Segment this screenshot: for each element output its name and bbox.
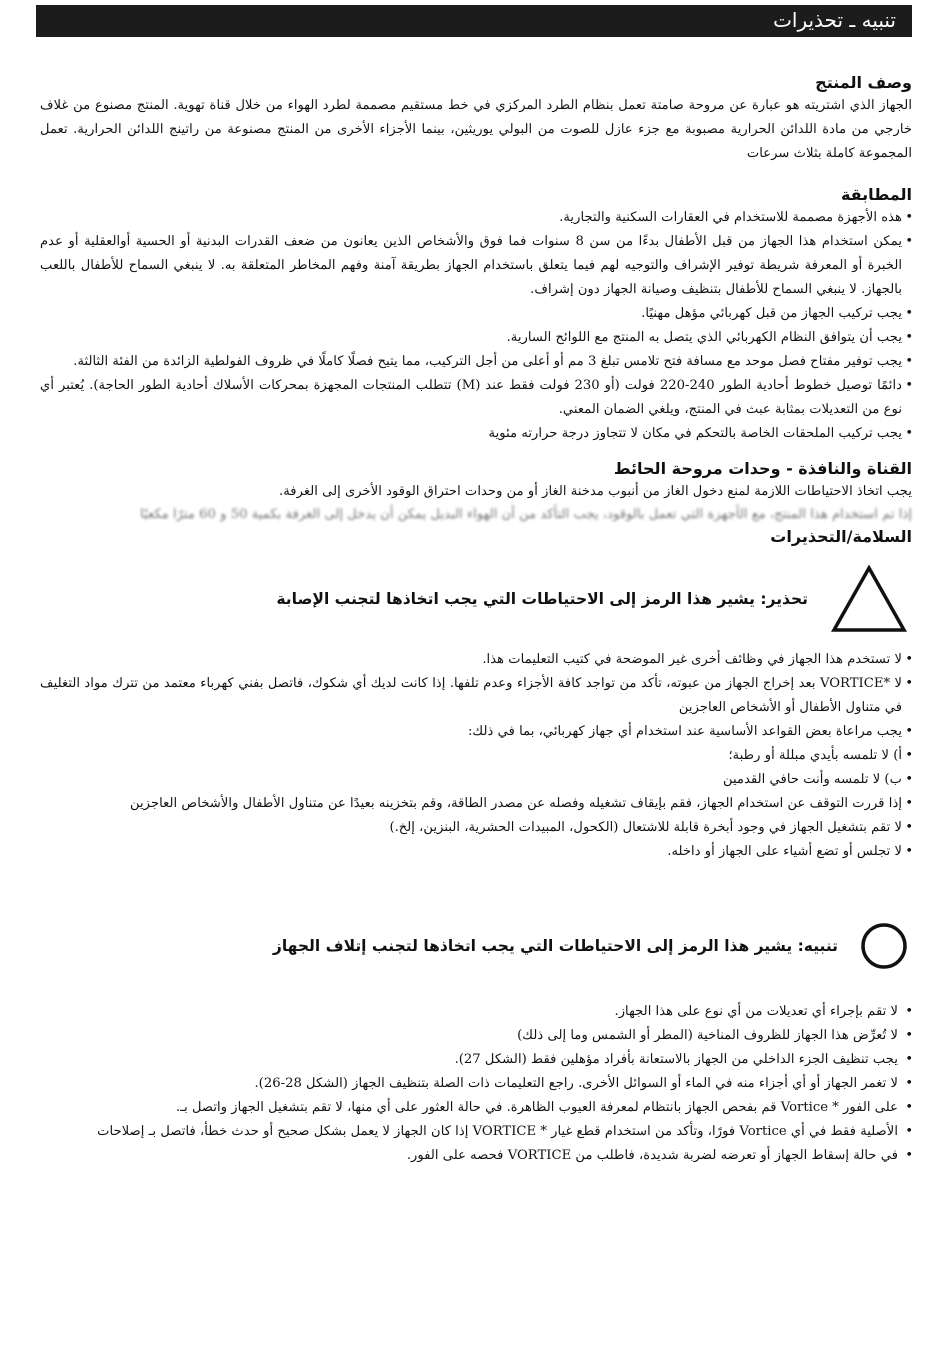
list-item: • لا تُعرِّض هذا الجهاز للظروف المناخية (المطر أو الشمس وما إلى ذلك) xyxy=(40,1024,912,1048)
conformity-list xyxy=(40,206,912,446)
list-item: • يجب تركيب الملحقات الخاصة بالتحكم في مكان لا تتجاوز درجة حرارته مئوية xyxy=(40,422,912,446)
list-item: • لا تقم بإجراء أي تعديلات من أي نوع على هذا الجهاز. xyxy=(40,1000,912,1024)
caution-text: تنبيه: يشير هذا الرمز إلى الاحتياطات التي يجب اتخاذها لتجنب إتلاف الجهاز xyxy=(272,937,838,955)
list-item: • في حالة إسقاط الجهاز أو تعرضه لضربة شديدة، فاطلب من VORTICE فحصه على الفور. xyxy=(40,1144,912,1168)
list-item: • يمكن استخدام هذا الجهاز من قبل الأطفال بدءًا من سن 8 سنوات فما فوق والأشخاص الذين يعانون من ضعف القدرات البدنية أو الحسية أوالعقلية أو عدم الخبرة أو المعرفة شريطة توفير الإشراف والتوجيه لهم فيما يتعلق باستخدام الجهاز بطريقة آمنة وفهم المخاطر المتعلقة به. لا ينبغي السماح للأطفال باللعب بالجهاز. لا ينبغي السماح للأطفال بتنظيف وصيانة الجهاز دون إشراف. xyxy=(40,230,912,302)
caution-circle-icon xyxy=(860,922,908,970)
list-item: • يجب تنظيف الجزء الداخلي من الجهاز بالاستعانة بأفراد مؤهلين فقط (الشكل 27). xyxy=(40,1048,912,1072)
description-heading: وصف المنتج xyxy=(815,73,912,92)
list-item: • لا تستخدم هذا الجهاز في وظائف أخرى غير الموضحة في كتيب التعليمات هذا. xyxy=(40,648,912,672)
caution-row xyxy=(40,922,912,970)
description-paragraph: الجهاز الذي اشتريته هو عبارة عن مروحة صامتة تعمل بنظام الطرد المركزي في خط مستقيم مصممة لطرد الهواء من خلال قناة تهوية. المنتج مصنوع من غلاف خارجي من مادة اللدائن الحرارية مصبوبة مع جزء عازل للصوت من البولي يوريثين، بينما الأجزاء الأخرى من المنتج مصنوعة من راتينج اللدائن الحرارية. تعمل المجموعة كاملة بثلاث سرعات xyxy=(40,98,912,161)
warning-triangle-icon xyxy=(830,564,908,634)
list-item: • إذا قررت التوقف عن استخدام الجهاز، فقم بإيقاف تشغيله وفصله عن مصدر الطاقة، وقم بتخزينه بعيدًا عن متناول الأطفال والأشخاص العاجزين xyxy=(40,792,912,816)
blurred-text-line: إذا تم استخدام هذا المنتج، مع الأجهزة التي تعمل بالوقود، يجب التأكد من أن الهواء البديل يمكن أن يدخل إلى الغرفة بكمية 50 و 60 مترًا مكعبًا xyxy=(140,507,912,522)
header-bar xyxy=(36,5,912,37)
conformity-heading: المطابقة xyxy=(840,185,912,204)
list-item: • يجب تركيب الجهاز من قبل كهربائي مؤهل مهنيًا. xyxy=(40,302,912,326)
list-item: • ب) لا تلمسه وأنت حافي القدمين xyxy=(40,768,912,792)
list-item: • لا تقم بتشغيل الجهاز في وجود أبخرة قابلة للاشتعال (الكحول، المبيدات الحشرية، البنزين، إلخ.) xyxy=(40,816,912,840)
list-item: • لا تغمر الجهاز أو أي أجزاء منه في الماء أو السوائل الأخرى. راجع التعليمات ذات الصلة بتنظيف الجهاز (الشكل 28-26). xyxy=(40,1072,912,1096)
duct-paragraph: يجب اتخاذ الاحتياطات اللازمة لمنع دخول الغاز من أنبوب مدخنة الغاز أو من وحدات احتراق الوقود الأخرى إلى الغرفة. xyxy=(279,484,912,499)
list-item: • الأصلية فقط في أي Vortice فورًا، وتأكد من استخدام قطع غيار * VORTICE إذا كان الجهاز لا يعمل بشكل صحيح أو حدث خطأ، فاتصل بـ إصلاحات xyxy=(40,1120,912,1144)
page-title: تنبيه ـ تحذيرات xyxy=(773,8,896,32)
safety-list xyxy=(40,648,912,864)
list-item: • هذه الأجهزة مصممة للاستخدام في العقارات السكنية والتجارية. xyxy=(40,206,912,230)
list-item: • يجب توفير مفتاح فصل موحد مع مسافة فتح تلامس تبلغ 3 مم أو أعلى من أجل التركيب، مما يتيح فصلًا كاملًا في ظروف الفولطية الزائدة من الفئة الثالثة. xyxy=(40,350,912,374)
list-item: • لا *VORTICE بعد إخراج الجهاز من عبوته، تأكد من تواجد كافة الأجزاء وعدم تلفها. إذا كانت لديك أي شكوك، فاتصل بفني كهرباء معتمد من تترك مواد التغليف في متناول الأطفال أو الأشخاص العاجزين xyxy=(40,672,912,720)
list-item: • يجب مراعاة بعض القواعد الأساسية عند استخدام أي جهاز كهربائي، بما في ذلك: xyxy=(40,720,912,744)
list-item: • أ) لا تلمسه بأيدي مبللة أو رطبة؛ xyxy=(40,744,912,768)
warning-text: تحذير: يشير هذا الرمز إلى الاحتياطات التي يجب اتخاذها لتجنب الإصابة xyxy=(276,590,808,608)
list-item: • لا تجلس أو تضع أشياء على الجهاز أو داخله. xyxy=(40,840,912,864)
list-item: • يجب أن يتوافق النظام الكهربائي الذي يتصل به المنتج مع اللوائح السارية. xyxy=(40,326,912,350)
safety-heading: السلامة/التحذيرات xyxy=(770,527,912,546)
caution-list xyxy=(40,1000,912,1168)
list-item: • دائمًا توصيل خطوط أحادية الطور 240-220 فولت (أو 230 فولت فقط عند (M) تتطلب المنتجات المجهزة بمحركات الأسلاك أحادية الطور الحاجة). يُعتبر أي نوع من التعديلات بمثابة عبث في المنتج، ويلغي الضمان المعني. xyxy=(40,374,912,422)
warning-row xyxy=(40,564,912,634)
list-item: • على الفور * Vortice قم بفحص الجهاز بانتظام لمعرفة العيوب الظاهرة. في حالة العثور على أي منها، لا تقم بتشغيل الجهاز واتصل بـ. xyxy=(40,1096,912,1120)
document-body xyxy=(40,72,912,1168)
duct-heading: القناة والنافذة - وحدات مروحة الحائط xyxy=(613,459,912,478)
